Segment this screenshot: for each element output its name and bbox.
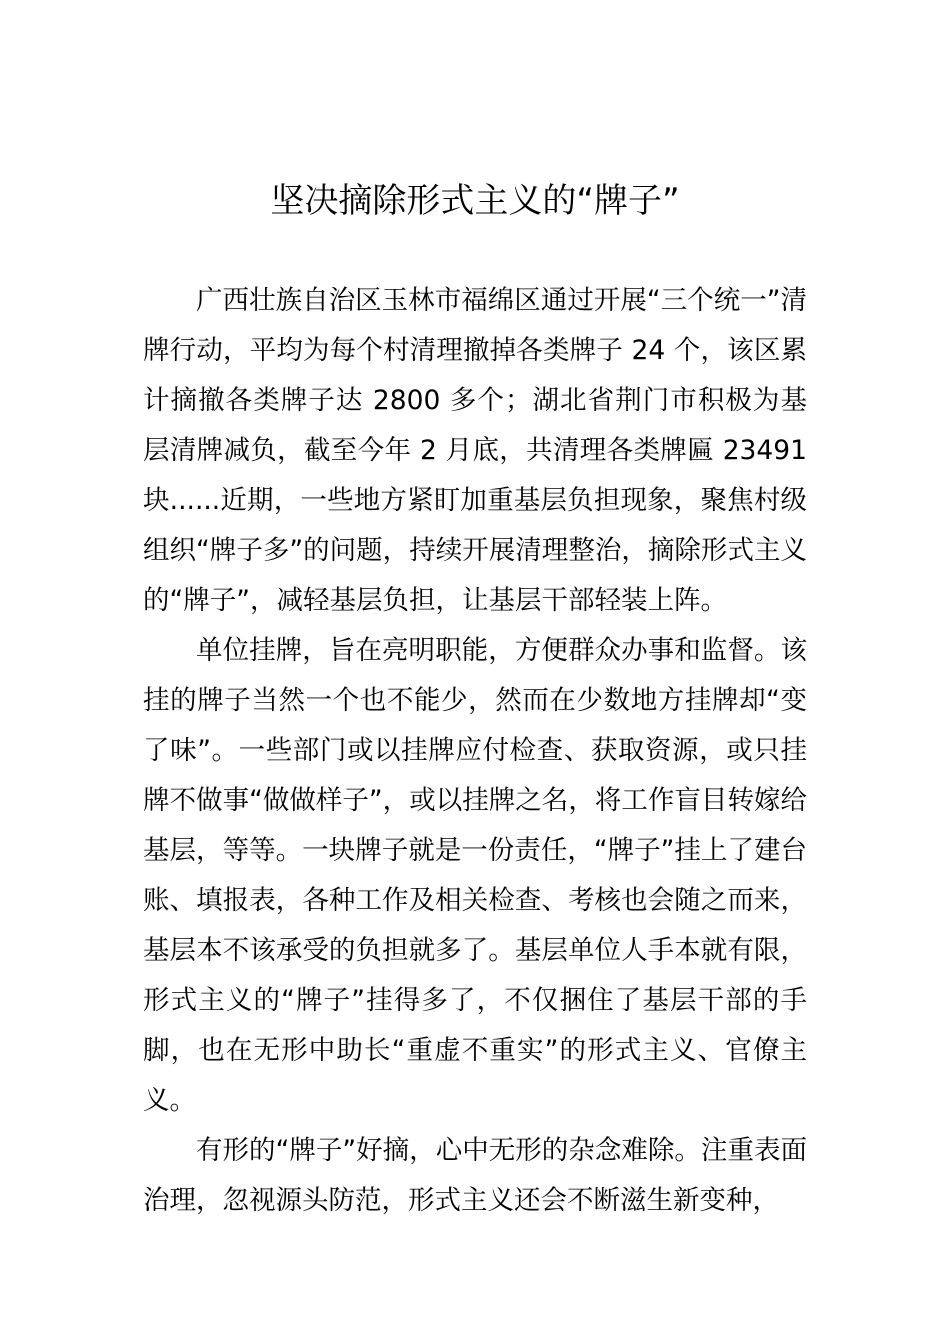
document-title: 坚决摘除形式主义的“牌子” bbox=[270, 181, 680, 221]
paragraph-3: 有形的“牌子”好摘，心中无形的杂念难除。注重表面治理，忽视源头防范，形式主义还会不断滋生新变种， bbox=[143, 1135, 807, 1216]
document-body bbox=[143, 276, 807, 1226]
paragraph-2: 单位挂牌，旨在亮明职能，方便群众办事和监督。该挂的牌子当然一个也不能少，然而在少数地方挂牌却“变了味”。一些部门或以挂牌应付检查、获取资源，或只挂牌不做事“做做样子”，或以挂牌之名，将工作盲目转嫁给基层，等等。一块牌子就是一份责任，“牌子”挂上了建台账、填报表，各种工作及相关检查、考核也会随之而来，基层本不该承受的负担就多了。基层单位人手本就有限，形式主义的“牌子”挂得多了，不仅捆住了基层干部的手脚，也在无形中助长“重虚不重实”的形式主义、官僚主义。 bbox=[143, 635, 807, 1116]
paragraph-1: 广西壮族自治区玉林市福绵区通过开展“三个统一”清牌行动，平均为每个村清理撤掉各类牌子 24 个，该区累计摘撤各类牌子达 2800 多个；湖北省荆门市积极为基层清牌减负，截至今年 2 月底，共清理各类牌匾 23491 块......近期，一些地方紧盯加重基层负担现象，聚焦村级组织“牌子多”的问题，持续开展清理整治，摘除形式主义的“牌子”，减轻基层负担，让基层干部轻装上阵。 bbox=[143, 285, 807, 616]
